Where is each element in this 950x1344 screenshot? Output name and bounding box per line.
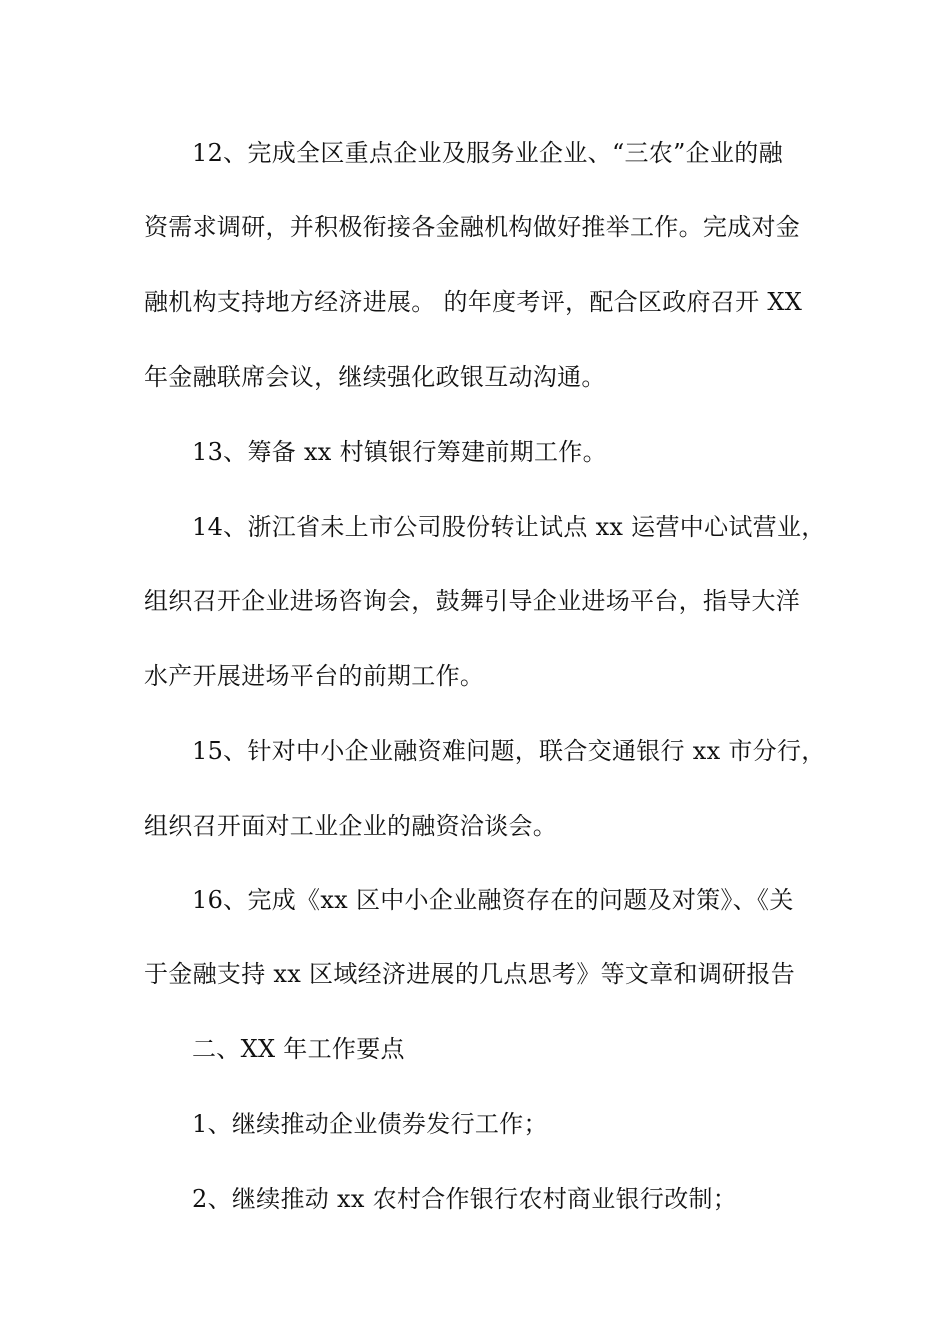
text-line: 1、继续推动企业债券发行工作； <box>192 1110 548 1138</box>
text-line: 14、浙江省未上市公司股份转让试点 xx 运营中心试营业， <box>192 513 826 541</box>
text-line: 16、完成《xx 区中小企业融资存在的问题及对策》、《关 <box>192 886 794 914</box>
text-line: 组织召开企业进场咨询会，鼓舞引导企业进场平台，指导大洋 <box>144 587 801 615</box>
text-line: 资需求调研，并积极衔接各金融机构做好推举工作。完成对金 <box>144 213 801 241</box>
text-line: 2、继续推动 xx 农村合作银行农村商业银行改制； <box>192 1185 738 1213</box>
heading-line: 二、XX 年工作要点 <box>192 1035 405 1063</box>
text-line: 12、完成全区重点企业及服务业企业、“三农”企业的融 <box>192 139 783 167</box>
text-line: 组织召开面对工业企业的融资洽谈会。 <box>144 812 558 840</box>
text-line: 于金融支持 xx 区域经济进展的几点思考》等文章和调研报告 <box>144 960 796 988</box>
text-line: 13、筹备 xx 村镇银行筹建前期工作。 <box>192 438 607 466</box>
text-line: 年金融联席会议，继续强化政银互动沟通。 <box>144 363 606 391</box>
text-line: 水产开展进场平台的前期工作。 <box>144 662 485 690</box>
text-line: 融机构支持地方经济进展。 的年度考评，配合区政府召开 XX <box>144 288 803 316</box>
text-line: 15、针对中小企业融资难问题，联合交通银行 xx 市分行， <box>192 737 826 765</box>
